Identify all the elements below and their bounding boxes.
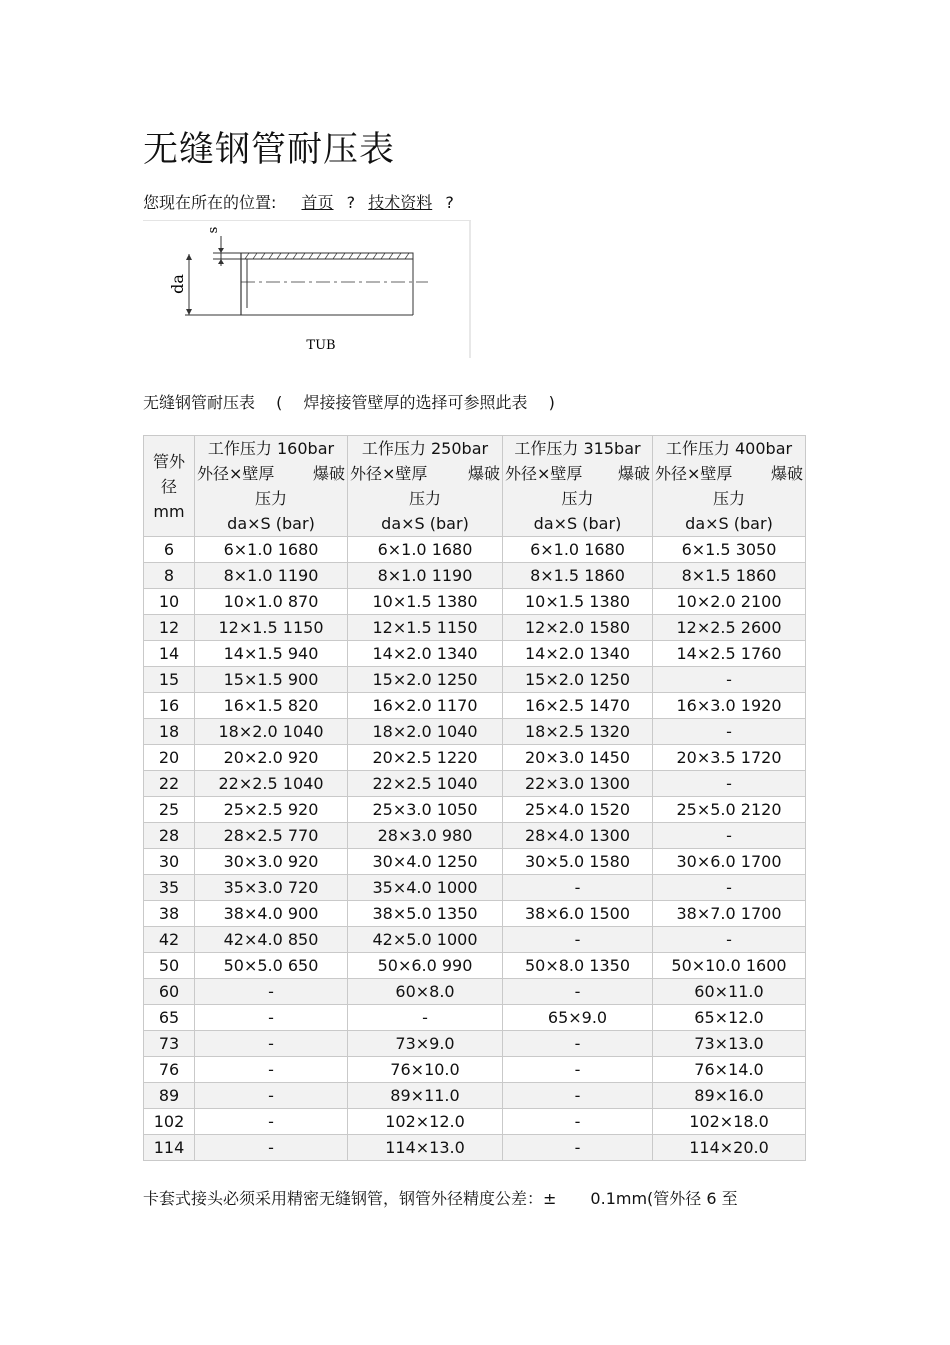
table-row	[144, 719, 806, 745]
table-row	[144, 1005, 806, 1031]
table-cell: 114×13.0	[348, 1135, 503, 1161]
table-cell: 8×1.5 1860	[653, 563, 806, 589]
table-cell: 50×6.0 990	[348, 953, 503, 979]
footer-text-part1: 卡套式接头必须采用精密无缝钢管，钢管外径精度公差：±	[143, 1189, 557, 1208]
header-dim-label: 外径×壁厚	[350, 464, 428, 483]
table-cell: 76	[144, 1057, 195, 1083]
header-pressure-line1: 工作压力 160bar	[207, 439, 335, 458]
table-cell: 102×18.0	[653, 1109, 806, 1135]
table-cell: 12×2.0 1580	[503, 615, 653, 641]
caption-text: 无缝钢管耐压表	[143, 393, 256, 412]
table-cell: 38×5.0 1350	[348, 901, 503, 927]
table-cell: 22×2.5 1040	[348, 771, 503, 797]
table-row	[144, 1083, 806, 1109]
table-row	[144, 537, 806, 563]
header-burst-label: 爆破	[467, 464, 500, 483]
table-cell: 20×2.5 1220	[348, 745, 503, 771]
table-cell: 8×1.0 1190	[348, 563, 503, 589]
table-cell: 35×4.0 1000	[348, 875, 503, 901]
table-cell: 6	[144, 537, 195, 563]
table-cell: 65×9.0	[503, 1005, 653, 1031]
table-cell: 28×2.5 770	[195, 823, 348, 849]
table-cell: 30	[144, 849, 195, 875]
table-cell: 6×1.0 1680	[503, 537, 653, 563]
table-cell: 73×13.0	[653, 1031, 806, 1057]
table-cell: 14×1.5 940	[195, 641, 348, 667]
breadcrumb-section-link[interactable]: 技术资料	[368, 193, 433, 212]
table-cell: 20	[144, 745, 195, 771]
table-row	[144, 589, 806, 615]
table-row	[144, 1135, 806, 1161]
table-cell: 30×4.0 1250	[348, 849, 503, 875]
header-diameter-line2: 径	[160, 476, 177, 496]
table-cell: 12×1.5 1150	[195, 615, 348, 641]
table-cell: -	[653, 667, 806, 693]
header-unit-label: da×S (bar)	[381, 514, 469, 533]
table-cell: 10×1.5 1380	[348, 589, 503, 615]
table-cell: 65×12.0	[653, 1005, 806, 1031]
table-cell: 16×2.0 1170	[348, 693, 503, 719]
breadcrumb-prefix: 您现在所在的位置:	[143, 193, 277, 212]
table-cell: -	[195, 1005, 348, 1031]
table-cell: 10×1.0 870	[195, 589, 348, 615]
table-cell: -	[195, 1109, 348, 1135]
header-burst-label: 爆破	[770, 464, 803, 483]
table-cell: -	[653, 823, 806, 849]
table-row	[144, 979, 806, 1005]
footer-text-part2: 0.1mm(管外径 6 至	[590, 1189, 738, 1208]
table-cell: 8×1.0 1190	[195, 563, 348, 589]
table-cell: 12×1.5 1150	[348, 615, 503, 641]
header-pressure-label: 压力	[712, 489, 745, 508]
table-cell: 50×8.0 1350	[503, 953, 653, 979]
footer-note	[143, 1186, 738, 1209]
header-pressure-250	[348, 436, 503, 537]
table-cell: 28×3.0 980	[348, 823, 503, 849]
table-cell: -	[503, 1135, 653, 1161]
header-dim-label: 外径×壁厚	[197, 464, 275, 483]
table-cell: 10×2.0 2100	[653, 589, 806, 615]
breadcrumb-separator: ?	[346, 193, 356, 212]
table-cell: 38×6.0 1500	[503, 901, 653, 927]
header-dim-label: 外径×壁厚	[505, 464, 583, 483]
table-cell: 22×3.0 1300	[503, 771, 653, 797]
table-row	[144, 953, 806, 979]
table-cell: 50×10.0 1600	[653, 953, 806, 979]
table-row	[144, 875, 806, 901]
table-cell: 8×1.5 1860	[503, 563, 653, 589]
table-row	[144, 667, 806, 693]
table-cell: 50	[144, 953, 195, 979]
table-cell: 76×14.0	[653, 1057, 806, 1083]
table-cell: 15×2.0 1250	[503, 667, 653, 693]
tube-diagram	[143, 220, 471, 358]
table-cell: 42×5.0 1000	[348, 927, 503, 953]
table-row	[144, 615, 806, 641]
header-burst-label: 爆破	[312, 464, 345, 483]
table-cell: 114×20.0	[653, 1135, 806, 1161]
table-row	[144, 1031, 806, 1057]
header-diameter	[144, 436, 195, 537]
table-cell: 102×12.0	[348, 1109, 503, 1135]
table-cell: 20×3.5 1720	[653, 745, 806, 771]
table-cell: 25×2.5 920	[195, 797, 348, 823]
table-cell: 15	[144, 667, 195, 693]
header-pressure-315	[503, 436, 653, 537]
table-cell: -	[503, 927, 653, 953]
table-row	[144, 771, 806, 797]
table-cell: 25	[144, 797, 195, 823]
table-cell: 15×2.0 1250	[348, 667, 503, 693]
table-cell: 38×4.0 900	[195, 901, 348, 927]
table-cell: 28×4.0 1300	[503, 823, 653, 849]
table-cell: 20×3.0 1450	[503, 745, 653, 771]
header-diameter-line3: mm	[153, 501, 185, 521]
table-cell: 89×11.0	[348, 1083, 503, 1109]
header-pressure-400	[653, 436, 806, 537]
table-cell: 6×1.0 1680	[348, 537, 503, 563]
table-cell: 18	[144, 719, 195, 745]
table-cell: 18×2.0 1040	[195, 719, 348, 745]
table-cell: 50×5.0 650	[195, 953, 348, 979]
table-cell: 10	[144, 589, 195, 615]
table-cell: 22	[144, 771, 195, 797]
table-cell: -	[653, 771, 806, 797]
header-pressure-160	[195, 436, 348, 537]
table-cell: 42	[144, 927, 195, 953]
table-cell: -	[195, 1083, 348, 1109]
table-cell: 60×8.0	[348, 979, 503, 1005]
table-cell: -	[503, 875, 653, 901]
table-cell: 18×2.0 1040	[348, 719, 503, 745]
table-cell: 35	[144, 875, 195, 901]
header-diameter-line1: 管外	[152, 451, 185, 471]
table-cell: 38	[144, 901, 195, 927]
table-caption	[143, 390, 571, 413]
table-cell: 30×5.0 1580	[503, 849, 653, 875]
header-pressure-label: 压力	[561, 489, 594, 508]
table-cell: 6×1.5 3050	[653, 537, 806, 563]
table-cell: 76×10.0	[348, 1057, 503, 1083]
caption-open-paren: (	[276, 393, 283, 412]
table-cell: 60×11.0	[653, 979, 806, 1005]
table-cell: -	[348, 1005, 503, 1031]
table-header-row	[144, 436, 806, 537]
table-row	[144, 927, 806, 953]
table-cell: 73×9.0	[348, 1031, 503, 1057]
table-cell: 10×1.5 1380	[503, 589, 653, 615]
table-cell: 12×2.5 2600	[653, 615, 806, 641]
table-cell: 42×4.0 850	[195, 927, 348, 953]
table-cell: 8	[144, 563, 195, 589]
table-cell: 20×2.0 920	[195, 745, 348, 771]
table-cell: 60	[144, 979, 195, 1005]
table-cell: -	[195, 1031, 348, 1057]
table-cell: 12	[144, 615, 195, 641]
table-cell: 22×2.5 1040	[195, 771, 348, 797]
table-cell: 30×3.0 920	[195, 849, 348, 875]
table-cell: -	[503, 1057, 653, 1083]
breadcrumb	[143, 190, 462, 213]
header-pressure-line1: 工作压力 250bar	[361, 439, 489, 458]
table-cell: -	[503, 1083, 653, 1109]
diagram-label-da: da	[168, 274, 187, 294]
table-cell: 16×2.5 1470	[503, 693, 653, 719]
header-pressure-line1: 工作压力 315bar	[514, 439, 641, 458]
header-burst-label: 爆破	[617, 464, 650, 483]
table-cell: 14×2.0 1340	[348, 641, 503, 667]
table-cell: -	[195, 1057, 348, 1083]
table-cell: -	[503, 1109, 653, 1135]
table-cell: 16×3.0 1920	[653, 693, 806, 719]
table-cell: 89	[144, 1083, 195, 1109]
table-cell: 25×5.0 2120	[653, 797, 806, 823]
table-cell: 30×6.0 1700	[653, 849, 806, 875]
table-cell: 35×3.0 720	[195, 875, 348, 901]
breadcrumb-separator: ?	[445, 193, 454, 212]
table-cell: 16×1.5 820	[195, 693, 348, 719]
table-row	[144, 797, 806, 823]
table-row	[144, 1057, 806, 1083]
table-cell: 25×4.0 1520	[503, 797, 653, 823]
table-row	[144, 849, 806, 875]
table-cell: -	[653, 875, 806, 901]
header-unit-label: da×S (bar)	[685, 514, 773, 533]
table-row	[144, 693, 806, 719]
header-pressure-label: 压力	[408, 489, 441, 508]
table-cell: 73	[144, 1031, 195, 1057]
table-cell: 14	[144, 641, 195, 667]
table-cell: 14×2.5 1760	[653, 641, 806, 667]
table-row	[144, 745, 806, 771]
table-row	[144, 823, 806, 849]
table-cell: 89×16.0	[653, 1083, 806, 1109]
diagram-label-s: s	[206, 226, 221, 234]
table-cell: 102	[144, 1109, 195, 1135]
table-cell: -	[653, 927, 806, 953]
table-row	[144, 1109, 806, 1135]
table-row	[144, 563, 806, 589]
table-cell: -	[195, 1135, 348, 1161]
caption-close-paren: )	[548, 393, 555, 412]
pressure-table	[143, 435, 806, 1161]
table-cell: 25×3.0 1050	[348, 797, 503, 823]
table-cell: -	[503, 979, 653, 1005]
table-cell: 65	[144, 1005, 195, 1031]
table-cell: -	[195, 979, 348, 1005]
breadcrumb-home-link[interactable]: 首页	[301, 193, 334, 212]
table-cell: 6×1.0 1680	[195, 537, 348, 563]
header-pressure-line1: 工作压力 400bar	[665, 439, 793, 458]
header-pressure-label: 压力	[254, 489, 287, 508]
table-cell: 28	[144, 823, 195, 849]
caption-note: 焊接接管壁厚的选择可参照此表	[303, 393, 528, 412]
table-cell: 114	[144, 1135, 195, 1161]
table-cell: 38×7.0 1700	[653, 901, 806, 927]
table-row	[144, 641, 806, 667]
header-unit-label: da×S (bar)	[227, 514, 315, 533]
header-unit-label: da×S (bar)	[533, 514, 622, 533]
table-row	[144, 901, 806, 927]
diagram-label-tub: TUB	[306, 338, 336, 353]
table-cell: 14×2.0 1340	[503, 641, 653, 667]
table-cell: 18×2.5 1320	[503, 719, 653, 745]
table-cell: -	[653, 719, 806, 745]
table-cell: 16	[144, 693, 195, 719]
header-dim-label: 外径×壁厚	[655, 464, 733, 483]
table-cell: -	[503, 1031, 653, 1057]
table-body	[144, 537, 806, 1161]
table-cell: 15×1.5 900	[195, 667, 348, 693]
page-title: 无缝钢管耐压表	[143, 130, 396, 170]
